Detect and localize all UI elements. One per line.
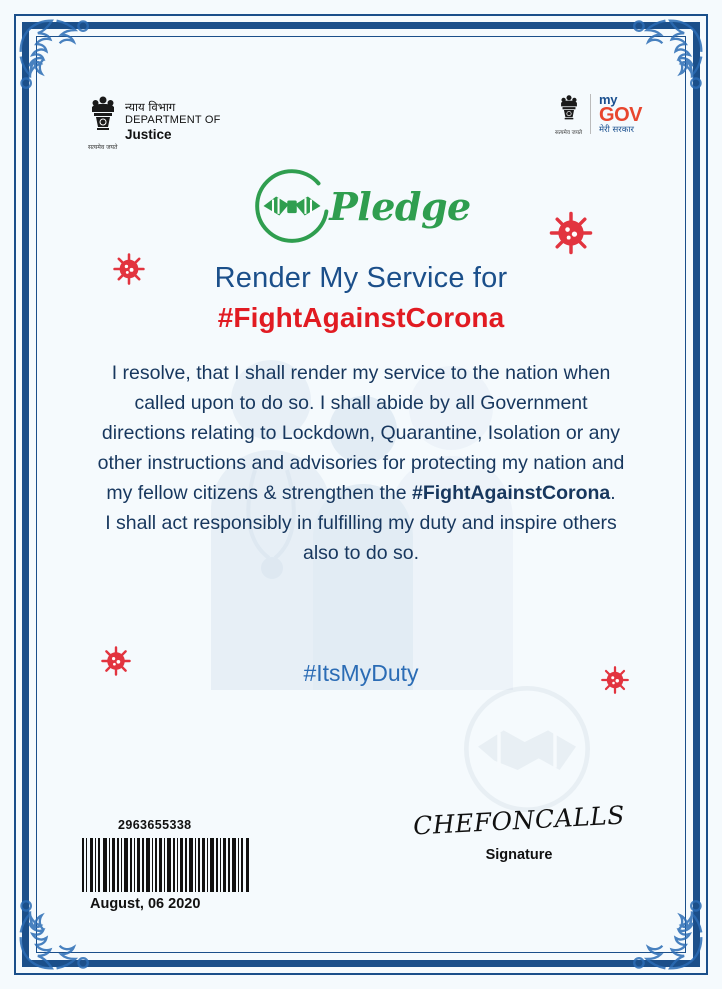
pledge-wordmark: Pledge	[329, 183, 471, 229]
india-state-emblem-icon	[88, 92, 118, 151]
mygov-hindi-text: मेरी सरकार	[599, 125, 634, 136]
signature-block	[404, 800, 634, 863]
ornamental-corner-icon	[628, 16, 706, 94]
signature-name: CHEFONCALLS	[412, 800, 626, 841]
ornamental-corner-icon	[16, 16, 94, 94]
ornamental-corner-icon	[16, 895, 94, 973]
department-name-line2: Justice	[125, 126, 172, 142]
emblem-caption: सत्यमेव जयते	[555, 130, 583, 136]
logo-divider	[590, 94, 591, 134]
department-hindi-name: न्याय विभाग	[125, 100, 176, 115]
mygov-gov-text: GOV	[599, 104, 642, 127]
mygov-logo	[555, 92, 642, 136]
pledge-text: I resolve, that I shall render my service to the nation when called upon to do so. I shall abide by all Government directions relating to Lockdown, Quarantine, Isolation or any other instructions and advisories for protecting my nation and my fellow citizens & strengthen the #FightAgainstCorona. I shall act responsibly in fulfilling my duty and inspire others also to do so.	[97, 362, 625, 564]
barcode-icon	[80, 838, 252, 892]
department-name-line1: DEPARTMENT OF	[125, 114, 221, 127]
mygov-my-text: my	[599, 92, 618, 108]
certificate-id: 2963655338	[118, 818, 192, 832]
page-title	[0, 262, 722, 334]
pledge-logo	[0, 168, 722, 244]
india-state-emblem-icon	[555, 92, 582, 136]
coronavirus-icon	[548, 210, 594, 256]
emblem-caption: सत्यमेव जयते	[88, 144, 118, 151]
title-line-2: #FightAgainstCorona	[217, 302, 505, 333]
certificate-header	[60, 92, 662, 154]
title-line-1: Render My Service for	[214, 262, 508, 294]
ornamental-corner-icon	[628, 895, 706, 973]
department-of-justice-logo	[88, 92, 221, 151]
issue-date: August, 06 2020	[90, 896, 201, 912]
signature-label: Signature	[485, 847, 553, 863]
handshake-circle-icon	[251, 168, 333, 244]
duty-hashtag: #ItsMyDuty	[303, 660, 419, 686]
